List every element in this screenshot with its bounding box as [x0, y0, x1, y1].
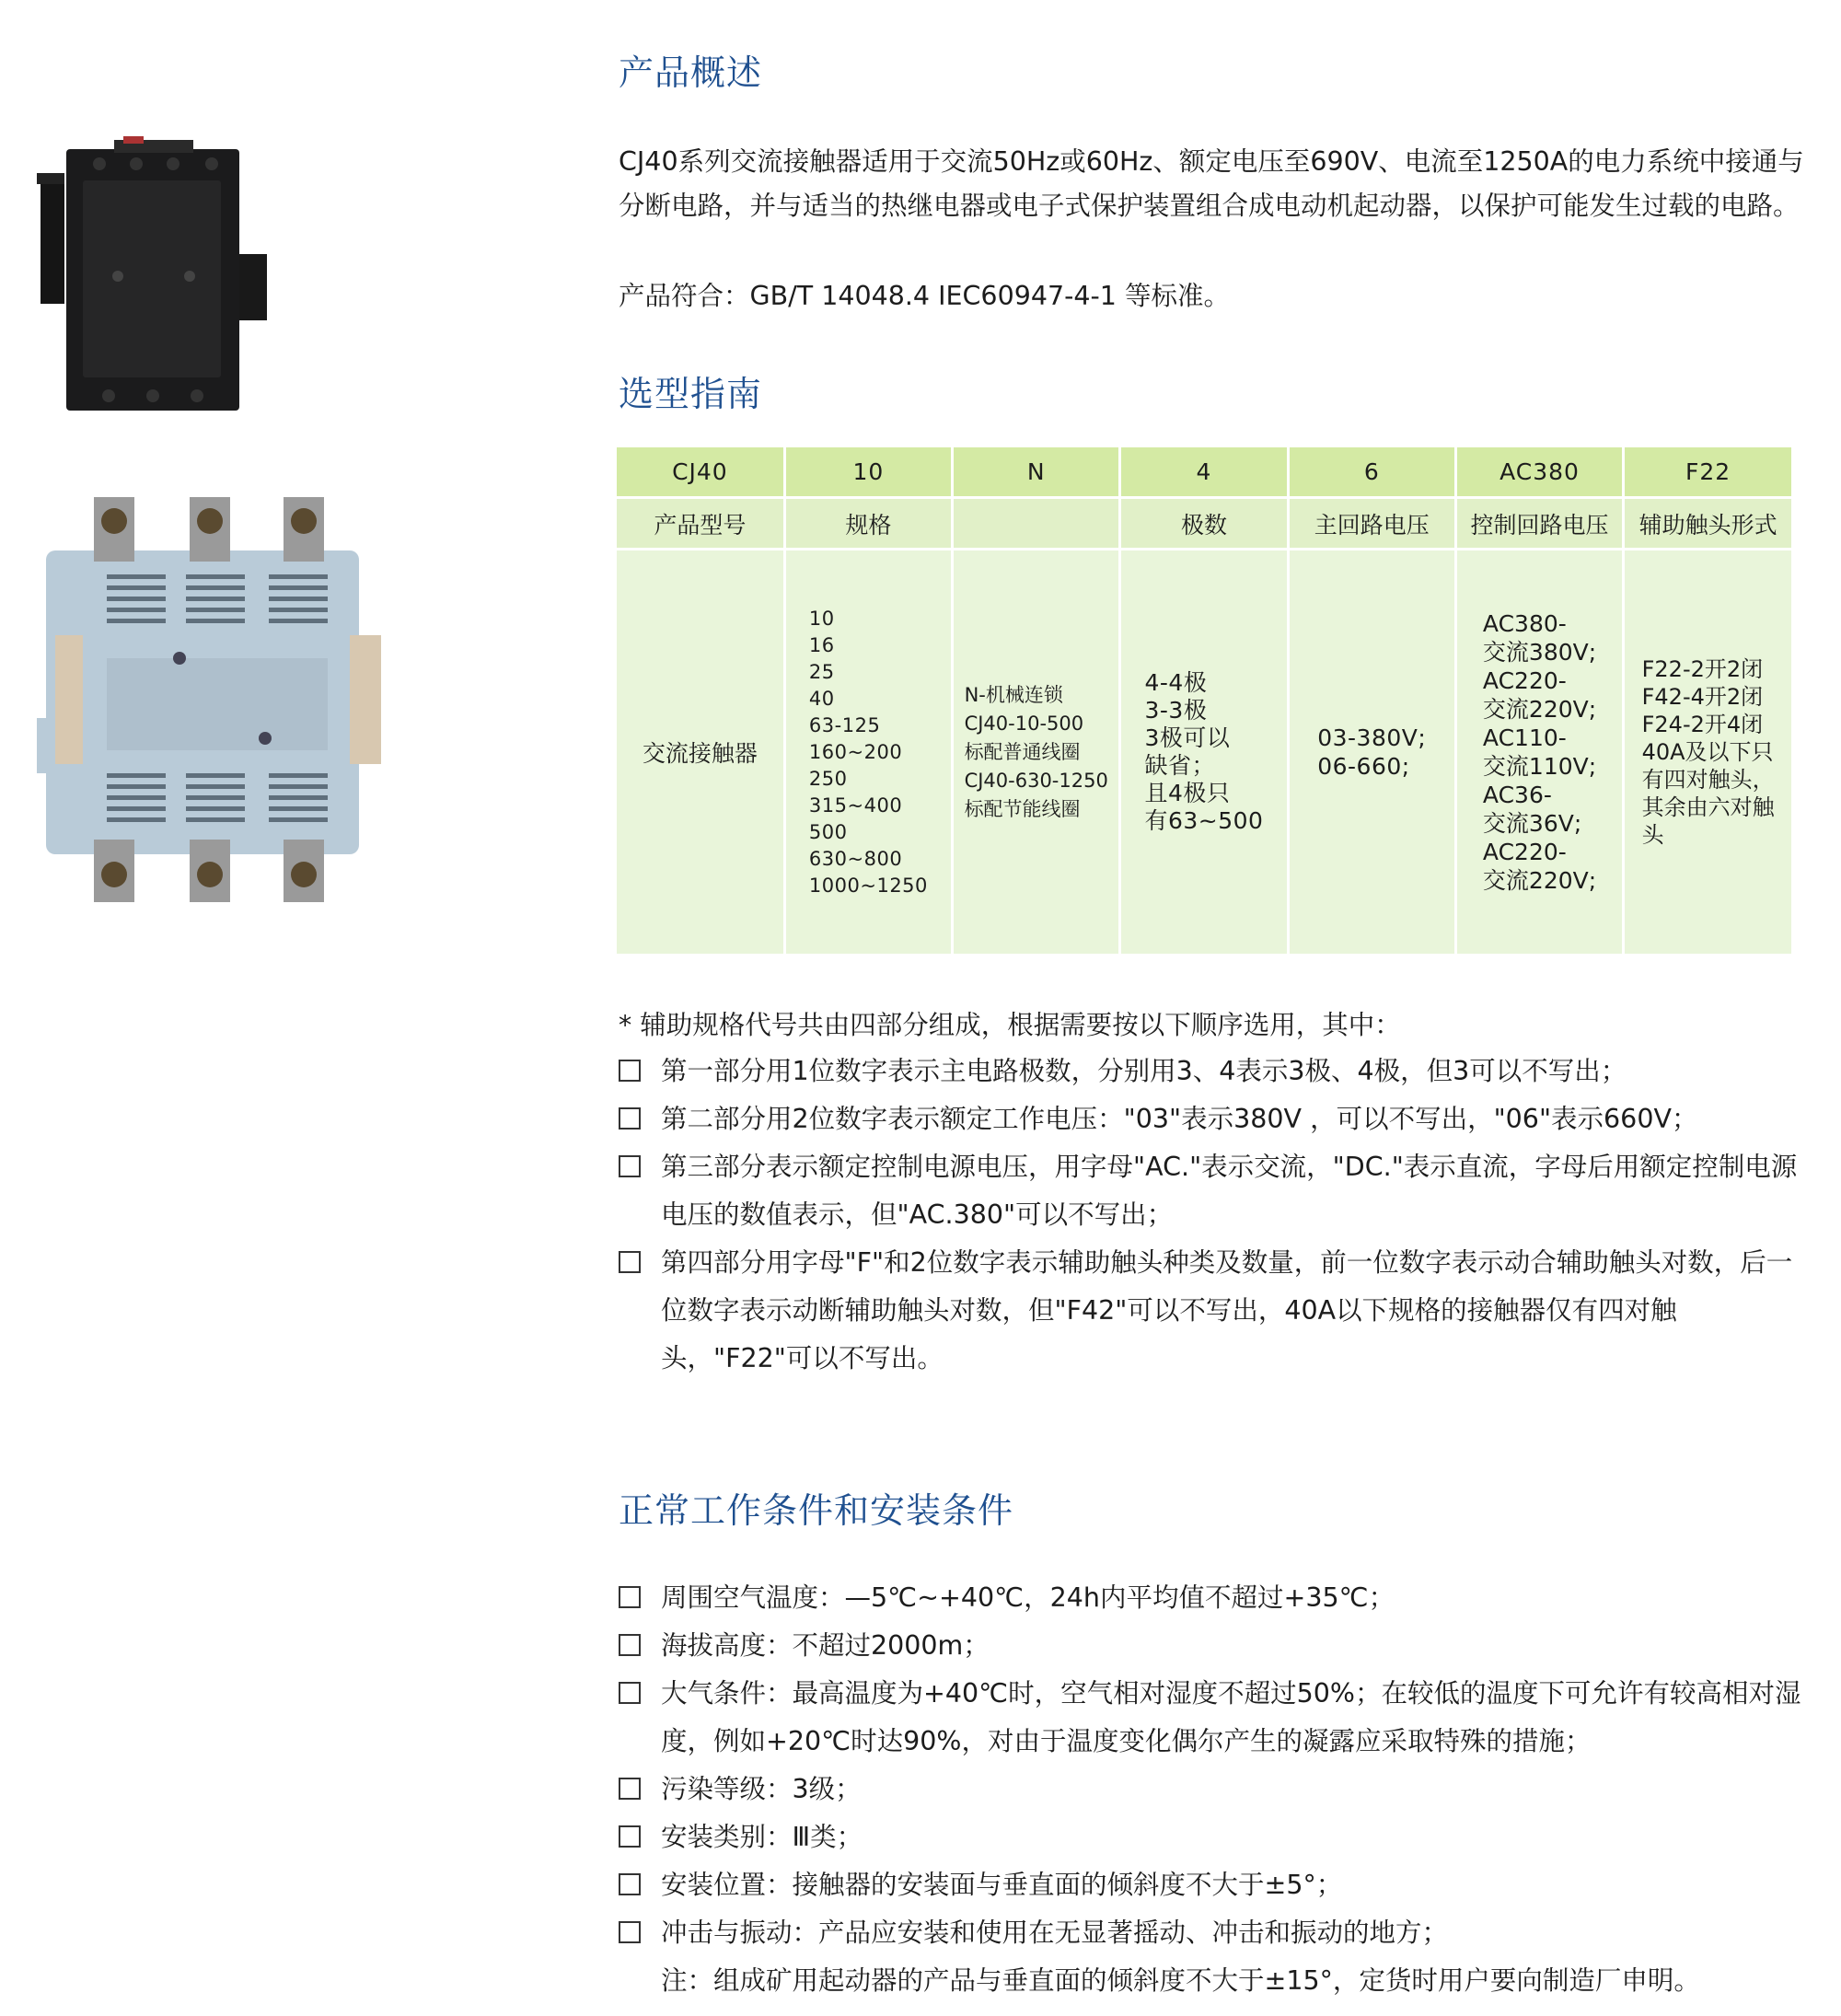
list-item-text: 安装位置：接触器的安装面与垂直面的倾斜度不大于±5°；	[661, 1870, 1343, 1900]
ctrl-voltage-line: 交流220V;	[1482, 696, 1597, 723]
list-item	[619, 1622, 1806, 1670]
spec-value: 25	[808, 660, 835, 683]
name-cell: 主回路电压	[1288, 498, 1455, 550]
table-row-names	[617, 498, 1791, 550]
section-title-selection-guide: 选型指南	[619, 374, 763, 414]
section-title-overview: 产品概述	[619, 52, 763, 93]
n-desc-line: 标配节能线圈	[964, 797, 1081, 820]
aux-line: F24-2开4闭	[1641, 712, 1764, 737]
conditions-list	[619, 1574, 1806, 2005]
code-cell: CJ40	[617, 447, 784, 498]
name-cell: 产品型号	[617, 498, 784, 550]
checkbox-icon	[619, 1778, 641, 1800]
product-type: 交流接触器	[642, 740, 758, 767]
spec-value: 10	[808, 607, 835, 630]
list-item-text: 第一部分用1位数字表示主电路极数，分别用3、4表示3极、4极，但3可以不写出；	[661, 1056, 1627, 1086]
ctrl-voltage-line: 交流220V;	[1482, 867, 1597, 894]
name-cell	[953, 498, 1120, 550]
spec-value: 1000~1250	[808, 874, 928, 897]
code-notes	[619, 1003, 1806, 1383]
code-cell: N	[953, 447, 1120, 498]
code-cell: AC380	[1455, 447, 1623, 498]
aux-line: F22-2开2闭	[1641, 656, 1764, 682]
aux-line: 头	[1641, 822, 1664, 848]
pole-line: 3-3极	[1144, 697, 1208, 724]
pole-line: 3极可以	[1144, 724, 1231, 751]
list-item	[619, 1766, 1806, 1813]
checkbox-icon	[619, 1825, 641, 1848]
ctrl-voltage-line: AC110-	[1482, 724, 1567, 751]
overview-text: CJ40系列交流接触器适用于交流50Hz或60Hz、额定电压至690V、电流至1250A的电力系统中接通与分断电路，并与适当的热继电器或电子式保护装置组合成电动机起动器，以保护可能发生过载的电路。	[619, 146, 1804, 221]
spec-value: 500	[808, 820, 848, 843]
list-item-text: 周围空气温度：—5℃~+40℃，24h内平均值不超过+35℃；	[661, 1582, 1395, 1613]
list-item-text: 第二部分用2位数字表示额定工作电压："03"表示380V ，可以不写出，"06"表示660V；	[661, 1104, 1698, 1134]
pole-line: 缺省；	[1144, 752, 1215, 779]
n-desc-line: N-机械连锁	[964, 683, 1063, 706]
list-item	[619, 1813, 1806, 1861]
pole-line: 4-4极	[1144, 669, 1208, 696]
pole-line: 有63~500	[1144, 807, 1264, 834]
ctrl-voltage-cell	[1455, 550, 1623, 956]
list-item-text: 海拔高度：不超过2000m；	[661, 1630, 990, 1661]
list-item-text: 大气条件：最高温度为+40℃时，空气相对湿度不超过50%；在较低的温度下可允许有较高相对湿度，例如+20℃时达90%，对由于温度变化偶尔产生的凝露应采取特殊的措施；	[661, 1678, 1801, 1756]
product-cell	[617, 550, 784, 956]
spec-value: 315~400	[808, 794, 903, 817]
checkbox-icon	[619, 1634, 641, 1656]
main-voltage-line: 06-660;	[1317, 753, 1410, 780]
spec-value: 630~800	[808, 847, 903, 870]
section-title-conditions: 正常工作条件和安装条件	[619, 1490, 1014, 1531]
list-item	[619, 1048, 1806, 1095]
list-item-text: 安装类别：Ⅲ类；	[661, 1822, 863, 1852]
list-item-text: 第四部分用字母"F"和2位数字表示辅助触头种类及数量，前一位数字表示动合辅助触头对数，后一位数字表示动断辅助触头对数，但"F42"可以不写出，40A以下规格的接触器仅有四对触头，"F22"可以不写出。	[661, 1247, 1793, 1373]
main-voltage-cell	[1288, 550, 1455, 956]
checkbox-icon	[619, 1155, 641, 1177]
code-cell: 6	[1288, 447, 1455, 498]
spec-value: 250	[808, 767, 848, 790]
table-row-options	[617, 550, 1791, 956]
code-cell: 10	[784, 447, 952, 498]
spec-value: 40	[808, 687, 835, 710]
spec-value: 16	[808, 633, 835, 656]
name-cell: 辅助触头形式	[1624, 498, 1791, 550]
notes-intro: * 辅助规格代号共由四部分组成，根据需要按以下顺序选用，其中：	[619, 1010, 1401, 1040]
list-item-text: 冲击与振动：产品应安装和使用在无显著摇动、冲击和振动的地方；	[661, 1918, 1449, 1948]
checkbox-icon	[619, 1682, 641, 1704]
checkbox-icon	[619, 1251, 641, 1273]
product-image-black-contactor	[35, 136, 274, 420]
list-item	[619, 1909, 1806, 1957]
n-desc-line: CJ40-10-500	[964, 712, 1084, 735]
list-item	[619, 1861, 1806, 1909]
list-item	[619, 1239, 1806, 1383]
n-cell	[953, 550, 1120, 956]
list-item-text: 污染等级：3级；	[661, 1774, 862, 1804]
ctrl-voltage-line: AC220-	[1482, 667, 1567, 694]
checkbox-icon	[619, 1060, 641, 1082]
aux-line: 40A及以下只	[1641, 739, 1774, 765]
checkbox-icon	[619, 1873, 641, 1895]
selection-table	[617, 447, 1791, 956]
ctrl-voltage-line: 交流110V;	[1482, 753, 1597, 780]
spec-value: 63-125	[808, 713, 881, 736]
n-desc-line: 标配普通线圈	[964, 740, 1081, 763]
n-desc-line: CJ40-630-1250	[964, 769, 1108, 792]
pole-cell	[1120, 550, 1288, 956]
checkbox-icon	[619, 1921, 641, 1943]
main-voltage-line: 03-380V;	[1317, 724, 1427, 751]
code-cell: 4	[1120, 447, 1288, 498]
product-image-grey-contactor	[37, 497, 391, 902]
checkbox-icon	[619, 1586, 641, 1608]
list-item	[619, 1143, 1806, 1239]
pole-line: 且4极只	[1144, 780, 1231, 806]
ctrl-voltage-line: 交流36V;	[1482, 810, 1582, 837]
ctrl-voltage-line: AC36-	[1482, 782, 1552, 808]
list-item	[619, 1670, 1806, 1766]
name-cell: 规格	[784, 498, 952, 550]
list-item	[619, 1095, 1806, 1143]
aux-line: 其余由六对触	[1641, 794, 1775, 820]
code-cell: F22	[1624, 447, 1791, 498]
name-cell: 极数	[1120, 498, 1288, 550]
ctrl-voltage-line: AC380-	[1482, 610, 1567, 637]
list-item	[619, 1574, 1806, 1622]
ctrl-voltage-line: 交流380V;	[1482, 639, 1597, 666]
conditions-note: 注：组成矿用起动器的产品与垂直面的倾斜度不大于±15°，定货时用户要向制造厂申明。	[661, 1965, 1700, 1996]
table-row-codes	[617, 447, 1791, 498]
list-item-text: 第三部分表示额定控制电源电压，用字母"AC."表示交流，"DC."表示直流，字母后用额定控制电源电压的数值表示，但"AC.380"可以不写出；	[661, 1152, 1798, 1230]
aux-line: F42-4开2闭	[1641, 684, 1764, 710]
overview-standard: 产品符合：GB/T 14048.4 IEC60947-4-1 等标准。	[619, 281, 1230, 311]
spec-value: 160~200	[808, 740, 903, 763]
aux-cell	[1624, 550, 1791, 956]
name-cell: 控制回路电压	[1455, 498, 1623, 550]
spec-cell	[784, 550, 952, 956]
aux-line: 有四对触头，	[1641, 767, 1775, 793]
ctrl-voltage-line: AC220-	[1482, 839, 1567, 865]
checkbox-icon	[619, 1107, 641, 1130]
